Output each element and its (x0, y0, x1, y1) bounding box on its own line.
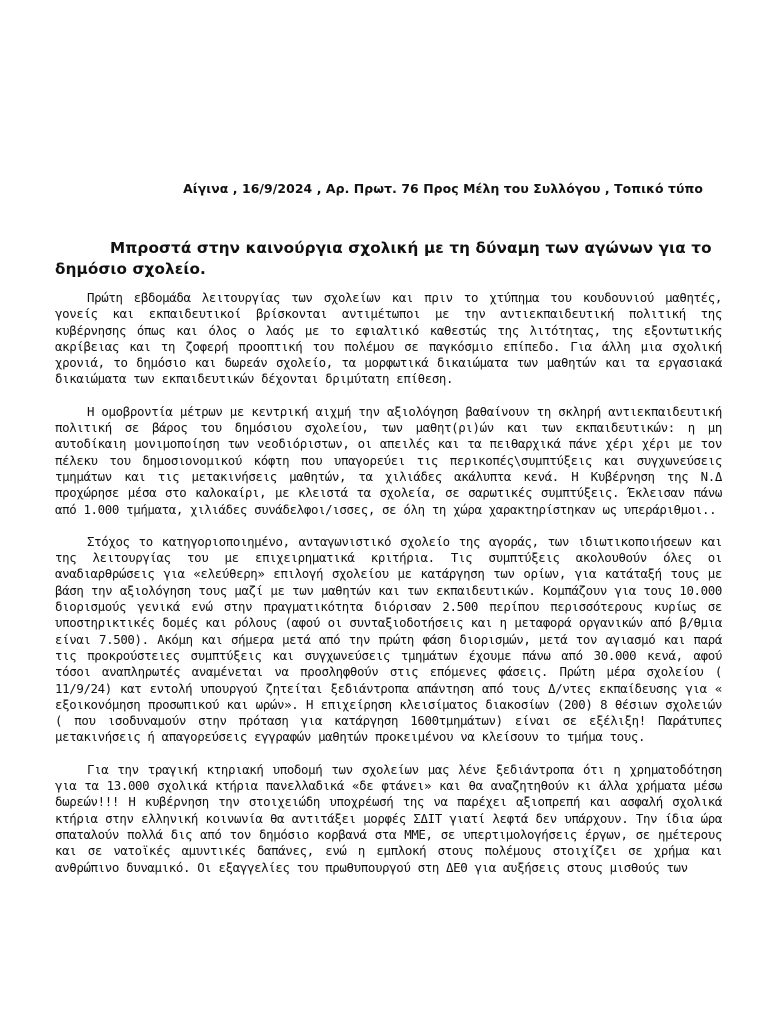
paragraph: Η ομοβροντία μέτρων με κεντρική αιχμή την αξιολόγηση βαθαίνουν τη σκληρή αντιεκπαιδευτική πολιτική σε βάρος του δημόσιου σχολείου, των μαθητ(ρι)ών και των εκπαιδευτικών: η μη αυτοδίκαιη μονιμοποίηση των νεοδιόριστων, οι απειλές και τα πειθαρχικά πάνε χέρι χέρι με τον πέλεκυ του δημοσιονομικού κόφτη που υπαγορεύει τις περικοπές\συμπτύξεις και συγχωνεύσεις τμημάτων και τις μετακινήσεις μαθητών, τα χιλιάδες ακάλυπτα κενά. Η Κυβέρνηση της Ν.Δ προχώρησε μέσα στο καλοκαίρι, με κλειστά τα σχολεία, σε σαρωτικές συμπτύξεις. Έκλεισαν πάνω από 1.000 τμήματα, χιλιάδες συνάδελφοι/ισσες, σε όλη τη χώρα χαρακτηρίστηκαν ως υπεράριθμοι.. (55, 403, 722, 517)
paragraph: Για την τραγική κτηριακή υποδομή των σχολείων μας λένε ξεδιάντροπα ότι η χρηματοδότηση για τα 13.000 σχολικά κτήρια πανελλαδικά «δε φτάνει» και θα αναζητηθούν κι άλλα χρήματα μέσω δωρεών!!! Η κυβέρνηση την στοιχειώδη υποχρέωσή της να παρέχει αξιοπρεπή και ασφαλή σχολικά κτήρια στην ελληνική κοινωνία θα αντιτάξει μορφές ΣΔΙΤ γιατί λεφτά δεν υπάρχουν. Την ίδια ώρα σπαταλούν πολλά δις από τον δημόσιο κορβανά στα ΜΜΕ, σε υπερτιμολογήσεις έργων, σε ημέτερους και σε νατοϊκές αμυντικές δαπάνες, ενώ η εμπλοκή στους πολέμους στοιχίζει σε χρήμα και ανθρώπινο δυναμικό. Οι εξαγγελίες του πρωθυπουργού στη ΔΕΘ για αυξήσεις στους μισθούς των (55, 761, 722, 875)
paragraph: Πρώτη εβδομάδα λειτουργίας των σχολείων και πριν το χτύπημα του κουδουνιού μαθητές, γονείς και εκπαιδευτικοί βρίσκονται αντιμέτωποι με την αντιεκπαιδευτική πολιτική της κυβέρνησης όπως και όλος ο λαός με το εφιαλτικό καθεστώς της λιτότητας, της εξοντωτικής ακρίβειας και τη ζοφερή προοπτική του πολέμου σε παγκόσμιο επίπεδο. Για άλλη μια σχολική χρονιά, το δημόσιο και δωρεάν σχολείο, τα μορφωτικά δικαιώματα των μαθητών και τα εργασιακά δικαιώματα των εκπαιδευτικών δέχονται δριμύτατη επίθεση. (55, 290, 722, 387)
paragraph: Στόχος το κατηγοριοποιημένο, ανταγωνιστικό σχολείο της αγοράς, των ιδιωτικοποιήσεων και της λειτουργίας του με επιχειρηματικά κριτήρια. Τις συμπτύξεις ακολουθούν όλες οι αναδιαρθρώσεις για «ελεύθερη» επιλογή σχολείου με κατάργηση των ορίων, για κατάταξή τους με βάση την αξιολόγηση τους μαζί με των μαθητών και των εκπαιδευτικών. Κομπάζουν για τους 10.000 διορισμούς γενικά ενώ στην πραγματικότητα διόρισαν 2.500 περίπου περισσότερους κυρίως σε υποστηρικτικές δομές και ρόλους (αφού οι συνταξιοδοτήσεις και η μεταφορά οργανικών από β/θμια είναι 7.500). Ακόμη και σήμερα μετά από την πρώτη φάση διορισμών, μετά τον αγιασμό και παρά τις προκρούστειες συμπτύξεις και συγχωνεύσεις τμημάτων έχουμε πάνω από 30.000 κενά, αφού τόσοι αναπληρωτές αναμένεται να προσληφθούν στις επόμενες φάσεις. Πρώτη μέρα σχολείου ( 11/9/24) κατ εντολή υπουργού ζητείται ξεδιάντροπα απάντηση από τους Δ/ντες εκπαίδευσης για « εξοικονόμηση προσωπικού και ωρών». Η επιχείρηση κλεισίματος διακοσίων (200) 8 θέσιων σχολειών ( που ισοδυναμούν στην πρόταση για κατάργηση 1600τμημάτων) είναι σε εξέλιξη! Παράτυπες μετακινήσεις ή απαγορεύσεις εγγραφών μαθητών προκειμένου να κλείσουν το τμήμα τους. (55, 533, 722, 745)
document-title: Μπροστά στην καινούργια σχολική με τη δύναμη των αγώνων για το δημόσιο σχολείο. (55, 239, 712, 278)
letter-header: Αίγινα , 16/9/2024 , Αρ. Πρωτ. 76 Προς Μέλη του Συλλόγου , Τοπικό τύπο (183, 181, 703, 196)
document-body (55, 290, 722, 892)
